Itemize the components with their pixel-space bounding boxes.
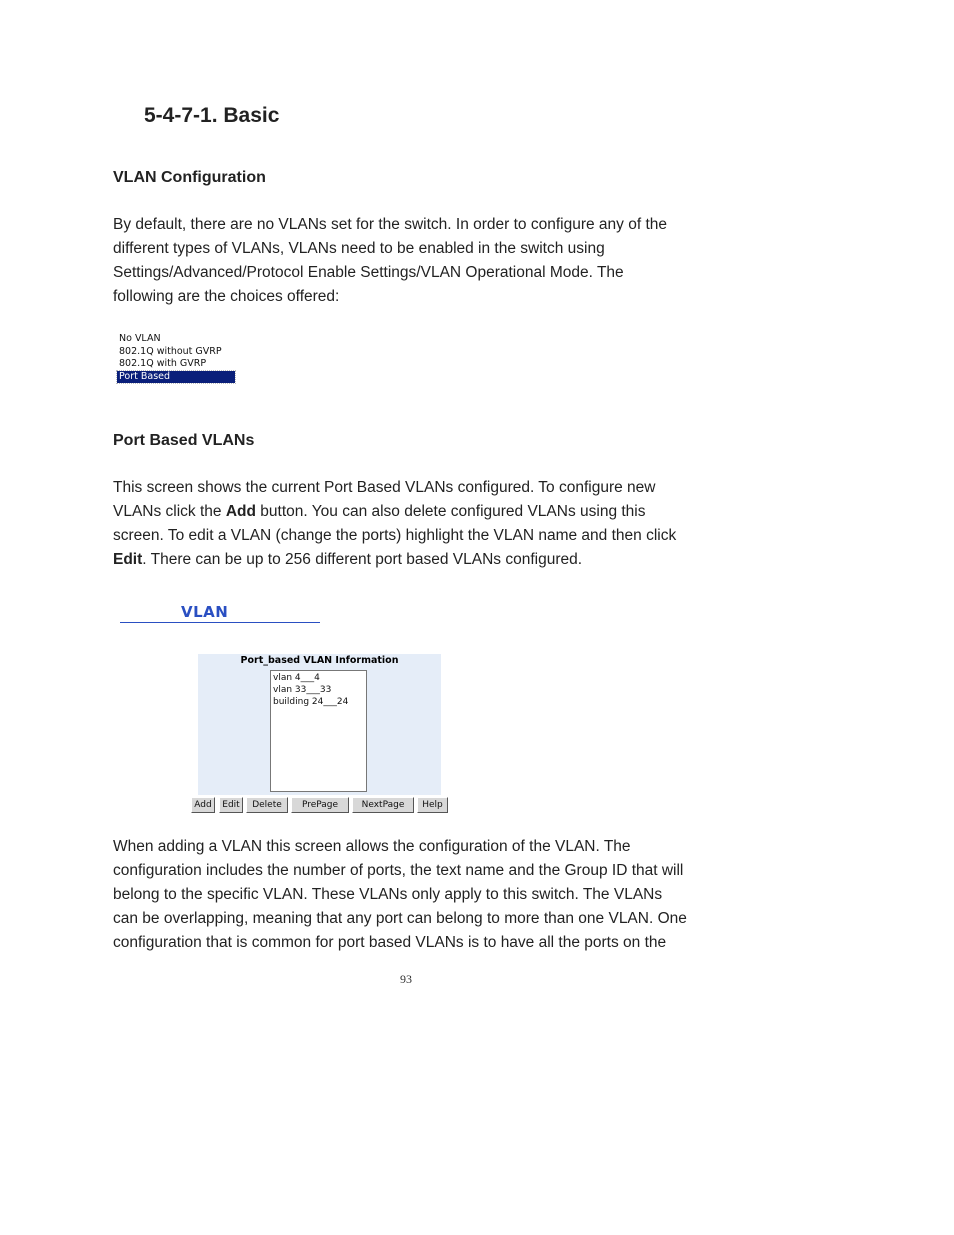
page-number: 93 [400, 972, 412, 986]
bold-term: Add [225, 503, 256, 520]
delete-button[interactable]: Delete [246, 797, 288, 813]
paragraph-line: can be overlapping, meaning that any port can belong to more than one VLAN. One [113, 910, 687, 927]
vlan-mode-listbox [117, 333, 235, 383]
vlan-mode-option: No VLAN [119, 333, 161, 344]
text-run: . There can be up to 256 different port based VLANs configured. [142, 551, 583, 568]
paragraph-line: By default, there are no VLANs set for the switch. In order to configure any of the [113, 216, 667, 233]
paragraph-line: screen. To edit a VLAN (change the ports) highlight the VLAN name and then click [113, 527, 677, 544]
vlan-configuration-paragraph [113, 213, 713, 309]
vlan-list[interactable] [270, 670, 367, 792]
port-based-paragraph [113, 476, 713, 572]
vlan-list-item[interactable]: building 24___24 [273, 697, 349, 707]
panel-title: Port_based VLAN Information [240, 655, 399, 666]
vlan-mode-option: 802.1Q without GVRP [119, 345, 222, 357]
paragraph-line: This screen shows the current Port Based VLANs configured. To configure new [113, 479, 656, 496]
paragraph-line: configuration includes the number of ports, the text name and the Group ID that will [113, 862, 684, 879]
paragraph-line [113, 548, 713, 572]
paragraph-line: following are the choices offered: [113, 288, 340, 305]
vlan-list-item[interactable]: vlan 33___33 [273, 685, 332, 695]
vlan-list-item[interactable]: vlan 4___4 [273, 673, 320, 683]
port-based-heading: Port Based VLANs [113, 432, 255, 449]
paragraph-line: belong to the specific VLAN. These VLANs only apply to this switch. The VLANs [113, 886, 663, 903]
paragraph-line: When adding a VLAN this screen allows the configuration of the VLAN. The [113, 838, 631, 855]
vlan-configuration-heading: VLAN Configuration [113, 169, 266, 186]
vlan-mode-option: 802.1Q with GVRP [119, 358, 207, 369]
prepage-button[interactable]: PrePage [291, 797, 349, 813]
text-run: VLANs click the [113, 503, 226, 520]
paragraph-line [113, 500, 713, 524]
section-heading: 5-4-7-1. Basic [144, 104, 280, 127]
text-run: button. You can also delete configured VLANs using this [256, 503, 646, 520]
paragraph-line: Settings/Advanced/Protocol Enable Settings/VLAN Operational Mode. The [113, 264, 624, 281]
nextpage-button[interactable]: NextPage [352, 797, 414, 813]
vlan-banner-title: VLAN [181, 603, 229, 621]
add-button[interactable]: Add [191, 797, 215, 813]
vlan-mode-option-selected: Port Based [117, 371, 235, 384]
vlan-banner-rule [120, 622, 320, 623]
adding-vlan-paragraph [113, 835, 713, 955]
edit-button[interactable]: Edit [219, 797, 243, 813]
bold-term: Edit [113, 551, 143, 568]
help-button[interactable]: Help [417, 797, 448, 813]
paragraph-line: different types of VLANs, VLANs need to be enabled in the switch using [113, 240, 605, 257]
paragraph-line: configuration that is common for port based VLANs is to have all the ports on the [113, 934, 667, 951]
